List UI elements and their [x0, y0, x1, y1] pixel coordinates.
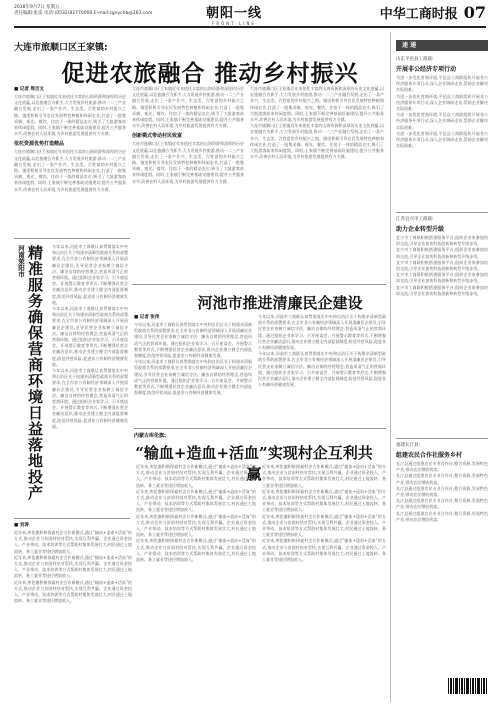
sidebar-text-3d: 长汀县通过组建农民专业合作社,整合资源,发展特色产业,带动农民增收致富。 [396, 498, 488, 510]
sidebar-text-1b: 为进一步优化营商环境,平邑县工商联组织开展非公经济服务专项行动,深入企业调研走访,帮助企业解决实际困难。 [396, 93, 488, 112]
article3-body-2d: 近年来,库伦旗积极探索村企合作新模式,通过“输血+造血+活血”的方式,推动企业与贫困村结对帮扶,实现互利共赢。企业通过资金投入、产业带动、技术培训等方式帮助村集体发展壮大,村民通过土地流转、务工就业等途径增加收入。 [136, 538, 256, 563]
article1-col-1 [14, 86, 126, 236]
sidebar-text-2d: 宜兴市工商联积极搭建服务平台,组织企业家参加培训交流,引导企业加快科技创新和转型升级步伐。 [396, 272, 488, 284]
article1-body-3: 大连市旅顺口区王家镇近年来依托丰富的山海资源和深厚的历史文化底蕴,以农旅融合为抓手,大力发展乡村旅游,推动一二三产业融合发展,走出了一条产业兴、生态美、百姓富的乡村振兴之路。镇里积极引导农民发展特色种植和休闲农业,打造了一批集采摘、观光、餐饮、住宿于一体的精品农庄,吸引了大批游客前来休闲度假。同时,王家镇不断完善基础设施建设,提升公共服务水平,改善农村人居环境,为乡村旅游发展提供有力支撑。 [132, 141, 244, 184]
vertical-body-2: 今年以来,河池市工商联认真贯彻落实中央和自治区关于构建亲清新型政商关系的部署要求,在全市非公有制经济领域深入开展清廉民企建设,引导民营企业家树立诚信守法、廉洁自律的经营理念,营造风清气正的营商环境。通过组织企业家学习、召开座谈会、开展警示教育等形式,不断增强民营企业廉洁意识,推动企业建立健全内部监督制度,防范经营风险,促进非公有制经济健康发展。 [52, 306, 128, 367]
sidebar-body-1 [396, 75, 488, 210]
article2-byline: ■ 记者 张伟 [134, 315, 160, 320]
article1-body-2: 大连市旅顺口区王家镇近年来依托丰富的山海资源和深厚的历史文化底蕴,以农旅融合为抓手,大力发展乡村旅游,推动一二三产业融合发展,走出了一条产业兴、生态美、百姓富的乡村振兴之路。镇里积极引导农民发展特色种植和休闲农业,打造了一批集采摘、观光、餐饮、住宿于一体的精品农庄,吸引了大批游客前来休闲度假。同时,王家镇不断完善基础设施建设,提升公共服务水平,改善农村人居环境,为乡村旅游发展提供有力支撑。 [132, 86, 244, 129]
article1-subhead-2: 创新模式带动村民致富 [132, 133, 183, 140]
sidebar-text-1c: 为进一步优化营商环境,平邑县工商联组织开展非公经济服务专项行动,深入企业调研走访,帮助企业解决实际困难。 [396, 112, 488, 130]
section-title [184, 2, 284, 26]
article2-col-2 [258, 314, 386, 426]
article1-body-cont: 大连市旅顺口区王家镇近年来依托丰富的山海资源和深厚的历史文化底蕴,以农旅融合为抓手,大力发展乡村旅游,推动一二三产业融合发展,走出了一条产业兴、生态美、百姓富的乡村振兴之路。镇里积极引导农民发展特色种植和休闲农业,打造了一批集采摘、观光、餐饮、住宿于一体的精品农庄,吸引了大批游客前来休闲度假。同时,王家镇不断完善基础设施建设,提升公共服务水平,改善农村人居环境,为乡村旅游发展提供有力支撑。 [14, 149, 126, 192]
sidebar-divider-2 [396, 438, 488, 439]
sidebar-kicker-1: 山东平邑县工商联: [396, 57, 434, 62]
sidebar-body-3 [396, 461, 488, 673]
masthead-date [14, 5, 164, 17]
section-divider-3 [134, 428, 386, 429]
article3-body-3b: 近年来,库伦旗积极探索村企合作新模式,通过“输血+造血+活血”的方式,推动企业与贫困村结对帮扶,实现互利共赢。企业通过资金投入、产业带动、技术培训等方式帮助村集体发展壮大,村民通过土地流转、务工就业等途径增加收入。 [262, 488, 386, 513]
article3-body-1b: 近年来,库伦旗积极探索村企合作新模式,通过“输血+造血+活血”的方式,推动企业与贫困村结对帮扶,实现互利共赢。企业通过资金投入、产业带动、技术培训等方式帮助村集体发展壮大,村民通过土地流转、务工就业等途径增加收入。 [14, 554, 132, 579]
article3-body-2: 近年来,库伦旗积极探索村企合作新模式,通过“输血+造血+活血”的方式,推动企业与贫困村结对帮扶,实现互利共赢。企业通过资金投入、产业带动、技术培训等方式帮助村集体发展壮大,村民通过土地流转、务工就业等途径增加收入。 [136, 464, 256, 488]
article2-col-1 [134, 314, 252, 426]
vertical-body-1: 今年以来,河池市工商联认真贯彻落实中央和自治区关于构建亲清新型政商关系的部署要求,在全市非公有制经济领域深入开展清廉民企建设,引导民营企业家树立诚信守法、廉洁自律的经营理念,营造风清气正的营商环境。通过组织企业家学习、召开座谈会、开展警示教育等形式,不断增强民营企业廉洁意识,推动企业建立健全内部监督制度,防范经营风险,促进非公有制经济健康发展。 [52, 244, 128, 305]
article1-col-3 [250, 86, 384, 282]
sidebar-text-2c: 宜兴市工商联积极搭建服务平台,组织企业家参加培训交流,引导企业加快科技创新和转型升级步伐。 [396, 259, 488, 272]
sidebar-kicker-3: 福建长汀县: [396, 443, 421, 448]
article3-col-3 [262, 464, 386, 702]
masthead [0, 0, 500, 28]
article1-body: 大连市旅顺口区王家镇近年来依托丰富的山海资源和深厚的历史文化底蕴,以农旅融合为抓手,大力发展乡村旅游,推动一二三产业融合发展,走出了一条产业兴、生态美、百姓富的乡村振兴之路。镇里积极引导农民发展特色种植和休闲农业,打造了一批集采摘、观光、餐饮、住宿于一体的精品农庄,吸引了大批游客前来休闲度假。同时,王家镇不断完善基础设施建设,提升公共服务水平,改善农村人居环境,为乡村旅游发展提供有力支撑。 [14, 94, 126, 137]
sidebar-text-3: 长汀县通过组建农民专业合作社,整合资源,发展特色产业,带动农民增收致富。 [396, 461, 488, 473]
article3-body-1: 近年来,库伦旗积极探索村企合作新模式,通过“输血+造血+活血”的方式,推动企业与贫困村结对帮扶,实现互利共赢。企业通过资金投入、产业带动、技术培训等方式帮助村集体发展壮大,村民通过土地流转、务工就业等途径增加收入。 [14, 530, 132, 554]
sidebar-text-3c: 长汀县通过组建农民专业合作社,整合资源,发展特色产业,带动农民增收致富。 [396, 485, 488, 498]
article2-body-1b: 今年以来,河池市工商联认真贯彻落实中央和自治区关于构建亲清新型政商关系的部署要求,在全市非公有制经济领域深入开展清廉民企建设,引导民营企业家树立诚信守法、廉洁自律的经营理念,营造风清气正的营商环境。通过组织企业家学习、召开座谈会、开展警示教育等形式,不断增强民营企业廉洁意识,推动企业建立健全内部监督制度,防范经营风险,促进非公有制经济健康发展。 [134, 359, 252, 396]
section-name-en: FRONT LINE [212, 21, 256, 26]
section-divider-1 [14, 238, 130, 239]
article3-body-2c: 近年来,库伦旗积极探索村企合作新模式,通过“输血+造血+活血”的方式,推动企业与贫困村结对帮扶,实现互利共赢。企业通过资金投入、产业带动、技术培训等方式帮助村集体发展壮大,村民通过土地流转、务工就业等途径增加收入。 [136, 513, 256, 538]
sidebar-text-2: 宜兴市工商联积极搭建服务平台,组织企业家参加培训交流,引导企业加快科技创新和转型升级步伐。 [396, 235, 488, 247]
article3-body-2b: 近年来,库伦旗积极探索村企合作新模式,通过“输血+造血+活血”的方式,推动企业与贫困村结对帮扶,实现互利共赢。企业通过资金投入、产业带动、技术培训等方式帮助村集体发展壮大,村民通过土地流转、务工就业等途径增加收入。 [136, 488, 256, 513]
article3-col-2 [136, 464, 256, 702]
section-divider-4 [14, 518, 130, 519]
sidebar-text-1: 为进一步优化营商环境,平邑县工商联组织开展非公经济服务专项行动,深入企业调研走访,帮助企业解决实际困难。 [396, 75, 488, 93]
sidebar-text-1d: 为进一步优化营商环境,平邑县工商联组织开展非公经济服务专项行动,深入企业调研走访,帮助企业解决实际困难。 [396, 130, 488, 149]
sidebar-title-1: 开展非公经济专项行动 [396, 66, 457, 73]
article3-body-3c: 近年来,库伦旗积极探索村企合作新模式,通过“输血+造血+活血”的方式,推动企业与贫困村结对帮扶,实现互利共赢。企业通过资金投入、产业带动、技术培训等方式帮助村集体发展壮大,村民通过土地流转、务工就业等途径增加收入。 [262, 513, 386, 538]
vertical-headline: 精准服务确保营商环境日益落地投产 [26, 245, 44, 501]
article1-body-4: 大连市旅顺口区王家镇近年来依托丰富的山海资源和深厚的历史文化底蕴,以农旅融合为抓手,大力发展乡村旅游,推动一二三产业融合发展,走出了一条产业兴、生态美、百姓富的乡村振兴之路。镇里积极引导农民发展特色种植和休闲农业,打造了一批集采摘、观光、餐饮、住宿于一体的精品农庄,吸引了大批游客前来休闲度假。同时,王家镇不断完善基础设施建设,提升公共服务水平,改善农村人居环境,为乡村旅游发展提供有力支撑。 [250, 86, 384, 123]
article3-body-3: 近年来,库伦旗积极探索村企合作新模式,通过“输血+造血+活血”的方式,推动企业与贫困村结对帮扶,实现互利共赢。企业通过资金投入、产业带动、技术培训等方式帮助村集体发展壮大,村民通过土地流转、务工就业等途径增加收入。 [262, 464, 386, 488]
article1-subhead-1: 依托资源优势打造精品 [14, 141, 65, 148]
sidebar-text-2b: 宜兴市工商联积极搭建服务平台,组织企业家参加培训交流,引导企业加快科技创新和转型升级步伐。 [396, 247, 488, 259]
column-divider [390, 32, 391, 702]
contact-text: 责任编辑:张雷 电话:(0532)82770000 E-mail:zgnychb@163.com [14, 11, 153, 16]
article3-kicker: 内蒙古库伦旗: [134, 433, 167, 439]
sidebar-title-2: 助力企业转型升级 [396, 226, 445, 233]
article3-body-3d: 近年来,库伦旗积极探索村企合作新模式,通过“输血+造血+活血”的方式,推动企业与贫困村结对帮扶,实现互利共赢。企业通过资金投入、产业带动、技术培训等方式帮助村集体发展壮大,村民通过土地流转、务工就业等途径增加收入。 [262, 538, 386, 563]
article1-body-5: 大连市旅顺口区王家镇近年来依托丰富的山海资源和深厚的历史文化底蕴,以农旅融合为抓手,大力发展乡村旅游,推动一二三产业融合发展,走出了一条产业兴、生态美、百姓富的乡村振兴之路。镇里积极引导农民发展特色种植和休闲农业,打造了一批集采摘、观光、餐饮、住宿于一体的精品农庄,吸引了大批游客前来休闲度假。同时,王家镇不断完善基础设施建设,提升公共服务水平,改善农村人居环境,为乡村旅游发展提供有力支撑。 [250, 123, 384, 160]
sidebar-kicker-2: 江苏宜兴市工商联: [396, 217, 434, 222]
article3-col-1 [14, 522, 132, 702]
masthead-rule [14, 26, 486, 28]
article3-title: “输血+造血+活血”实现村企互利共赢 [135, 444, 373, 483]
article2-title: 河池市推进清廉民企建设 [197, 294, 363, 312]
section-name: 朝阳一线 [205, 6, 262, 21]
page-number: 07 [463, 3, 486, 22]
article1-kicker: 大连市旅顺口区王家镇: [14, 43, 108, 53]
vertical-body-3: 今年以来,河池市工商联认真贯彻落实中央和自治区关于构建亲清新型政商关系的部署要求,在全市非公有制经济领域深入开展清廉民企建设,引导民营企业家树立诚信守法、廉洁自律的经营理念,营造风清气正的营商环境。通过组织企业家学习、召开座谈会、开展警示教育等形式,不断增强民营企业廉洁意识,推动企业建立健全内部监督制度,防范经营风险,促进非公有制经济健康发展。 [52, 368, 128, 429]
article1-col-2 [132, 86, 244, 282]
vertical-kicker: 河南荥阳市 [17, 245, 25, 278]
article2-body-2: 今年以来,河池市工商联认真贯彻落实中央和自治区关于构建亲清新型政商关系的部署要求,在全市非公有制经济领域深入开展清廉民企建设,引导民营企业家树立诚信守法、廉洁自律的经营理念,营造风清气正的营商环境。通过组织企业家学习、召开座谈会、开展警示教育等形式,不断增强民营企业廉洁意识,推动企业建立健全内部监督制度,防范经营风险,促进非公有制经济健康发展。 [258, 314, 386, 351]
article3-byline: ■ 刘涛 [14, 523, 29, 528]
section-divider-2 [132, 284, 386, 285]
sidebar-body-2 [396, 235, 488, 435]
article2-body-3: 今年以来,河池市工商联认真贯彻落实中央和自治区关于构建亲清新型政商关系的部署要求,在全市非公有制经济领域深入开展清廉民企建设,引导民营企业家树立诚信守法、廉洁自律的经营理念,营造风清气正的营商环境。通过组织企业家学习、召开座谈会、开展警示教育等形式,不断增强民营企业廉洁意识,推动企业建立健全内部监督制度,防范经营风险,促进非公有制经济健康发展。 [258, 351, 386, 388]
date-text: 2018年9月7日 星期五 [14, 5, 60, 10]
article2-body-1: 今年以来,河池市工商联认真贯彻落实中央和自治区关于构建亲清新型政商关系的部署要求,在全市非公有制经济领域深入开展清廉民企建设,引导民营企业家树立诚信守法、廉洁自律的经营理念,营造风清气正的营商环境。通过组织企业家学习、召开座谈会、开展警示教育等形式,不断增强民营企业廉洁意识,推动企业建立健全内部监督制度,防范经营风险,促进非公有制经济健康发展。 [134, 322, 252, 359]
sidebar-text-2e: 宜兴市工商联积极搭建服务平台,组织企业家参加培训交流,引导企业加快科技创新和转型升级步伐。 [396, 284, 488, 296]
barcode-icon [448, 678, 488, 698]
sidebar-title-3: 组建农民合作社服务乡村 [396, 452, 463, 459]
article1-title: 促进农旅融合 推动乡村振兴 [61, 60, 359, 87]
article3-body-1c: 近年来,库伦旗积极探索村企合作新模式,通过“输血+造血+活血”的方式,推动企业与贫困村结对帮扶,实现互利共赢。企业通过资金投入、产业带动、技术培训等方式帮助村集体发展壮大,村民通过土地流转、务工就业等途径增加收入。 [14, 579, 132, 604]
sidebar-divider-1 [396, 212, 488, 213]
sidebar-header: 速 递 [396, 40, 488, 51]
vertical-article-body [52, 244, 128, 514]
sidebar-text-3b: 长汀县通过组建农民专业合作社,整合资源,发展特色产业,带动农民增收致富。 [396, 473, 488, 485]
paper-name [380, 3, 486, 22]
paper-title: 中华工商时报 [379, 7, 458, 22]
sidebar-text-3e: 长汀县通过组建农民专业合作社,整合资源,发展特色产业,带动农民增收致富。 [396, 510, 488, 522]
article1-byline: ■ 记者 周吉文 [14, 87, 44, 92]
